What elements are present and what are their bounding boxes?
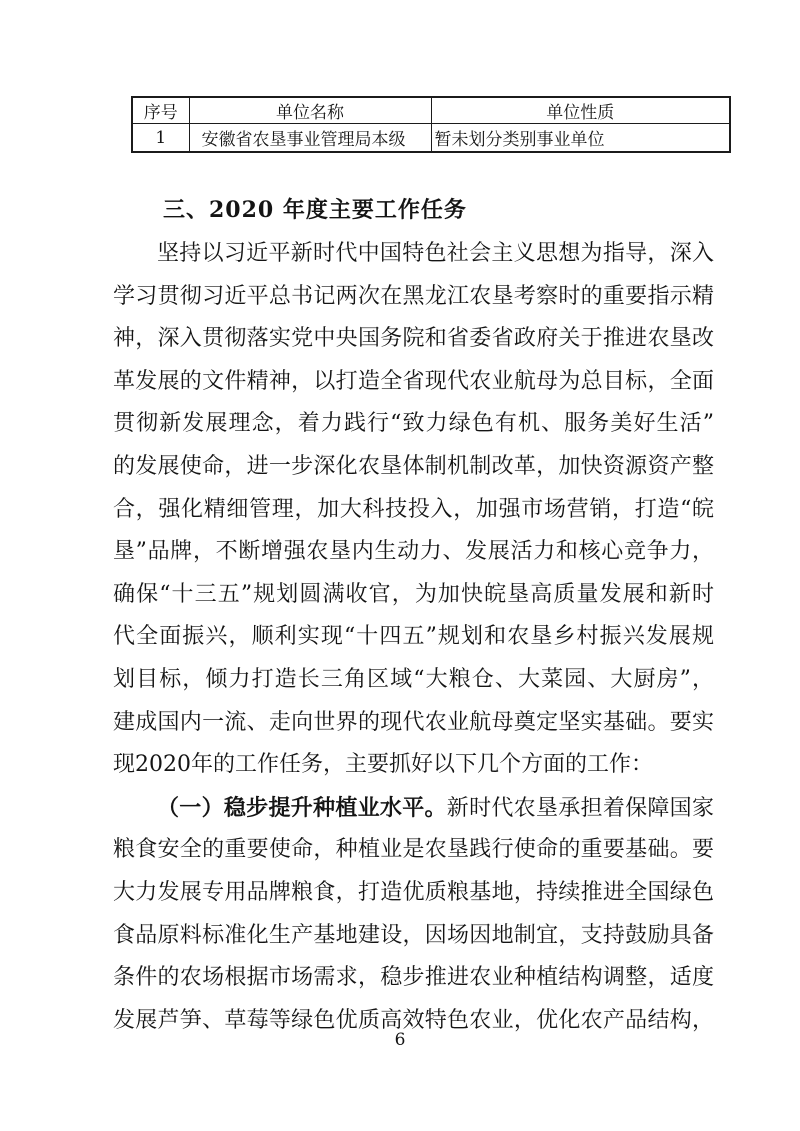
table-header-unit-type: 单位性质 xyxy=(431,97,730,124)
paragraph-line: 代全面振兴，顺利实现“十四五”规划和农垦乡村振兴发展规 xyxy=(113,624,714,650)
table-row xyxy=(132,124,730,153)
document-body xyxy=(113,233,714,1042)
paragraph-line: 划目标，倾力打造长三角区域“大粮仓、大菜园、大厨房”， xyxy=(113,666,714,692)
subsection-lead: （一）稳步提升种植业水平。 xyxy=(157,794,447,821)
subsection-lead-rest: 新时代农垦承担着保障国家 xyxy=(446,795,714,821)
paragraph-line: 粮食安全的重要使命，种植业是农垦践行使命的重要基础。要 xyxy=(113,837,714,863)
paragraph-line: 条件的农场根据市场需求，稳步推进农业种植结构调整，适度 xyxy=(113,965,714,991)
paragraph-line: 学习贯彻习近平总书记两次在黑龙江农垦考察时的重要指示精 xyxy=(113,283,714,309)
paragraph-line: 坚持以习近平新时代中国特色社会主义思想为指导，深入 xyxy=(157,241,714,266)
table-header-row xyxy=(132,97,730,124)
paragraph-line: 现2020年的工作任务，主要抓好以下几个方面的工作： xyxy=(113,752,653,778)
section-heading: 三、2020 年度主要工作任务 xyxy=(163,197,467,223)
page-number: 6 xyxy=(394,1030,406,1050)
paragraph-line: 发展芦笋、草莓等绿色优质高效特色农业，优化农产品结构， xyxy=(113,1007,714,1033)
paragraph-line xyxy=(113,787,714,830)
paragraph-line: 贯彻新发展理念，着力践行“致力绿色有机、服务美好生活” xyxy=(113,411,714,437)
paragraph-line: 神，深入贯彻落实党中央国务院和省委省政府关于推进农垦改 xyxy=(113,326,714,352)
paragraph-line: 大力发展专用品牌粮食，打造优质粮基地，持续推进全国绿色 xyxy=(113,879,714,905)
table-header-unit-name: 单位名称 xyxy=(189,97,431,124)
cell-serial: 1 xyxy=(132,124,189,153)
table-header-serial: 序号 xyxy=(132,97,189,124)
unit-table xyxy=(131,96,731,153)
paragraph-line: 建成国内一流、走向世界的现代农业航母奠定坚实基础。要实 xyxy=(113,709,714,735)
paragraph-line: 的发展使命，进一步深化农垦体制机制改革，加快资源资产整 xyxy=(113,453,714,479)
paragraph-line: 合，强化精细管理，加大科技投入，加强市场营销，打造“皖 xyxy=(113,496,714,522)
paragraph-line: 确保“十三五”规划圆满收官，为加快皖垦高质量发展和新时 xyxy=(113,581,714,607)
paragraph-line: 食品原料标准化生产基地建设，因场因地制宜，支持鼓励具备 xyxy=(113,922,714,948)
cell-unit-name: 安徽省农垦事业管理局本级 xyxy=(189,124,431,153)
cell-unit-type: 暂未划分类别事业单位 xyxy=(431,124,730,153)
paragraph-line: 革发展的文件精神，以打造全省现代农业航母为总目标，全面 xyxy=(113,368,714,394)
paragraph-line: 垦”品牌，不断增强农垦内生动力、发展活力和核心竞争力， xyxy=(113,539,714,565)
